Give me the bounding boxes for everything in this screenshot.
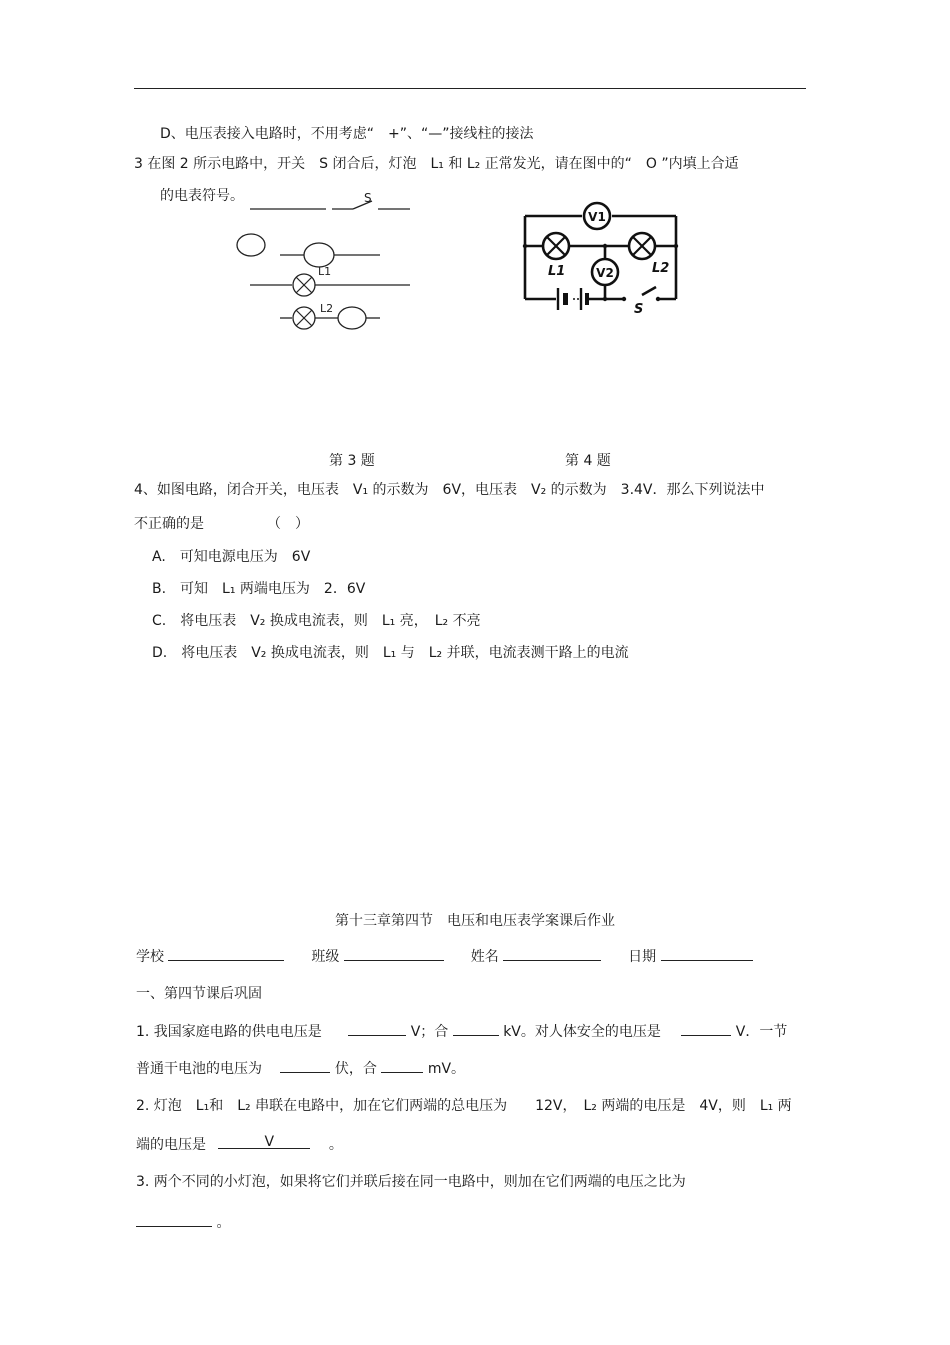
hw-q1-text-g: mV。 bbox=[427, 1061, 466, 1077]
hw-q1-text-d: V．一节 bbox=[735, 1024, 788, 1040]
q2-option-d: D、电压表接入电路时，不用考虑“ +”、“—”接线柱的接法 bbox=[160, 126, 534, 142]
info-row bbox=[136, 946, 753, 967]
class-blank[interactable] bbox=[344, 946, 444, 961]
header-rule bbox=[134, 88, 806, 89]
lamp2-label: L2 bbox=[320, 302, 334, 315]
q4-circuit-svg bbox=[518, 200, 686, 318]
switch-s-label: S bbox=[634, 302, 644, 317]
hw-q1-text-c: kV。对人体安全的电压是 bbox=[503, 1024, 661, 1040]
switch-contact bbox=[656, 297, 660, 301]
caption-fig4: 第 4 题 bbox=[565, 453, 611, 469]
hw-q2-text-a: 端的电压是 bbox=[136, 1137, 206, 1153]
hw-q1-blank5[interactable] bbox=[381, 1058, 423, 1073]
date-blank[interactable] bbox=[661, 946, 753, 961]
hw-q1-blank2[interactable] bbox=[453, 1021, 499, 1036]
v2-label: V2 bbox=[596, 266, 614, 280]
q3-line1: 3 在图 2 所示电路中，开关 S 闭合后，灯泡 L₁ 和 L₂ 正常发光，请在图中的“ O ”内填上合适 bbox=[134, 156, 739, 172]
q4-option-d: D. 将电压表 V₂ 换成电流表，则 L₁ 与 L₂ 并联，电流表测干路上的电流 bbox=[152, 645, 629, 661]
hw-q3-blank[interactable] bbox=[136, 1212, 212, 1227]
hw-q1-line1 bbox=[136, 1021, 787, 1042]
hw-q1-text-e: 普通干电池的电压为 bbox=[136, 1061, 262, 1077]
hw-q2-blank[interactable] bbox=[218, 1134, 310, 1149]
lamp1-label: L1 bbox=[318, 265, 332, 278]
q3-circuit-svg bbox=[228, 188, 428, 338]
homework-title: 第十三章第四节 电压和电压表学案课后作业 bbox=[335, 913, 615, 929]
q4-option-c: C. 将电压表 V₂ 换成电流表，则 L₁ 亮， L₂ 不亮 bbox=[152, 613, 481, 629]
hw-q1-text-b: V；合 bbox=[410, 1024, 449, 1040]
name-label: 姓名 bbox=[470, 949, 499, 965]
hw-q3-line1: 3. 两个不同的小灯泡，如果将它们并联后接在同一电路中，则加在它们两端的电压之比为 bbox=[136, 1174, 686, 1190]
class-label: 班级 bbox=[311, 949, 340, 965]
battery-icon bbox=[558, 288, 589, 310]
hw-q1-blank3[interactable] bbox=[681, 1021, 731, 1036]
hw-q2-line2 bbox=[136, 1134, 343, 1155]
hw-q2-unit: V bbox=[264, 1134, 275, 1150]
hw-q1-blank4[interactable] bbox=[280, 1058, 330, 1073]
date-label: 日期 bbox=[628, 949, 657, 965]
q4-circuit-figure bbox=[518, 200, 686, 322]
q4-option-a: A. 可知电源电压为 6V bbox=[152, 549, 311, 565]
name-blank[interactable] bbox=[503, 946, 601, 961]
section-heading: 一、第四节课后巩固 bbox=[136, 986, 262, 1002]
switch-pivot bbox=[622, 297, 626, 301]
school-label: 学校 bbox=[136, 949, 164, 965]
meter-circle-1 bbox=[237, 234, 265, 256]
q3-line2-text: 的电表符号。 bbox=[160, 188, 244, 204]
hw-q1-line2 bbox=[136, 1058, 465, 1079]
hw-q2-end: 。 bbox=[328, 1137, 343, 1153]
hw-q1-blank1[interactable] bbox=[348, 1021, 406, 1036]
l2-label: L2 bbox=[652, 261, 670, 276]
hw-q3-end: 。 bbox=[216, 1215, 231, 1231]
l1-label: L1 bbox=[548, 264, 566, 279]
meter-circle-3 bbox=[338, 307, 366, 329]
switch-label: S bbox=[364, 191, 372, 205]
v1-label: V1 bbox=[588, 210, 606, 224]
q4-line2: 不正确的是 （ ） bbox=[134, 516, 309, 532]
school-blank[interactable] bbox=[168, 946, 284, 961]
hw-q2-line1: 2. 灯泡 L₁和 L₂ 串联在电路中，加在它们两端的总电压为 12V， L₂ 两端的电压是 4V，则 L₁ 两 bbox=[136, 1098, 792, 1114]
hw-q1-text-a: 1. 我国家庭电路的供电电压是 bbox=[136, 1024, 322, 1040]
meter-circle-2 bbox=[304, 243, 334, 267]
q4-option-b: B. 可知 L₁ 两端电压为 2．6V bbox=[152, 581, 366, 597]
caption-fig3: 第 3 题 bbox=[329, 453, 375, 469]
q4-line1: 4、如图电路，闭合开关，电压表 V₁ 的示数为 6V，电压表 V₂ 的示数为 3.4V．那么下列说法中 bbox=[134, 482, 765, 498]
hw-q3-line2 bbox=[136, 1212, 230, 1233]
hw-q1-text-f: 伏，合 bbox=[334, 1061, 377, 1077]
q3-circuit-figure bbox=[228, 188, 428, 342]
